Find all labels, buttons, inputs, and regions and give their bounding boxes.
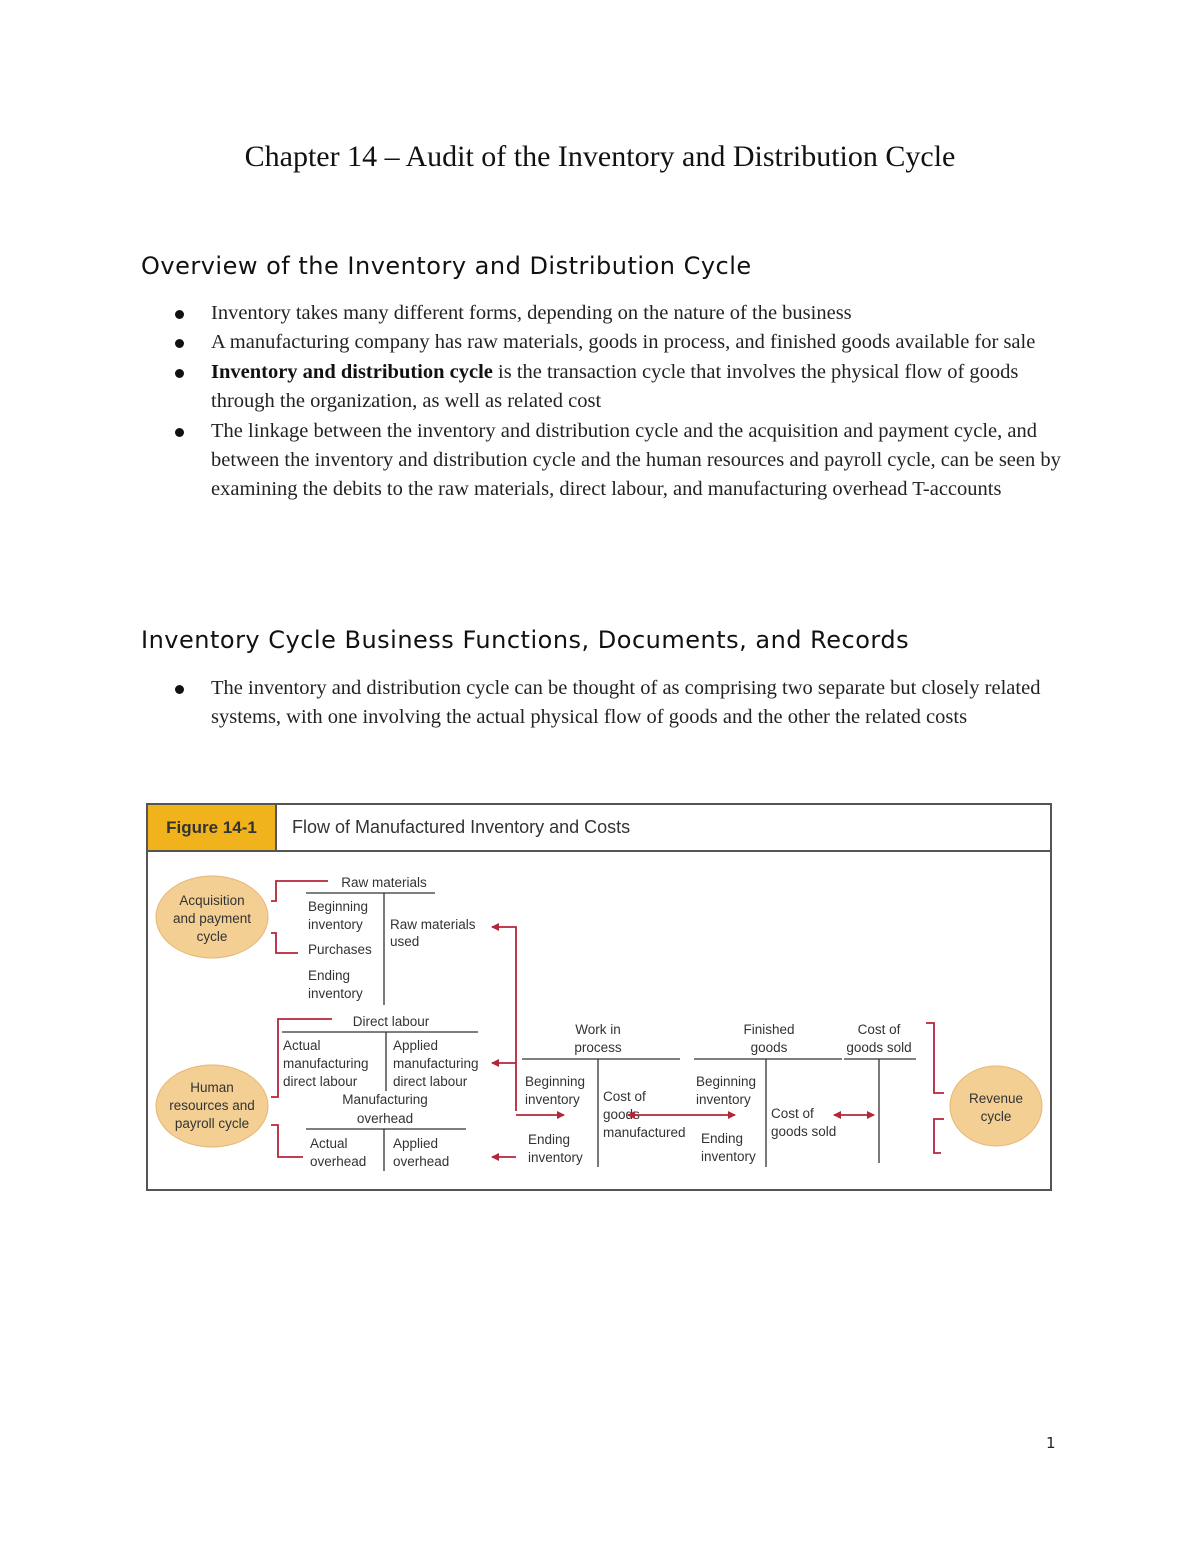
node-label-line: Acquisition [179,893,245,908]
cost-of-goods-sold-t-account [844,1022,916,1163]
direct-labour-t-account [282,1014,479,1091]
t-account-title: goods sold [846,1040,912,1055]
debit-entry: manufacturing [283,1056,369,1071]
debit-entry: inventory [528,1150,583,1165]
credit-entry: Cost of [603,1089,646,1104]
credit-entry: goods [603,1107,640,1122]
list-item [170,417,1070,505]
credit-entry: goods sold [771,1124,837,1139]
debit-entry: inventory [308,986,363,1001]
debit-entry: inventory [308,917,363,932]
credit-entry: manufacturing [393,1056,479,1071]
t-account-title: Manufacturing [342,1092,428,1107]
bullet-text: A manufacturing company has raw materials, goods in process, and finished goods available for sale [211,331,1036,354]
credit-entry: overhead [393,1154,450,1169]
debit-entry: Beginning [308,899,369,914]
t-account-title: Finished [743,1022,795,1037]
debit-entry: overhead [310,1154,367,1169]
debit-entry: direct labour [283,1074,358,1089]
bullet-term: Inventory and distribution cycle [211,360,493,383]
t-account-title: Raw materials [341,875,427,890]
bullet-text: Inventory takes many different forms, depending on the nature of the business [211,302,852,324]
list-item [170,328,1070,357]
node-label-line: Human [190,1080,234,1095]
t-account-title: process [574,1040,622,1055]
list-item [170,299,1070,328]
human-resources-payroll-cycle-node [156,1065,268,1147]
bullet-text: is the transaction cycle that involves the physical flow of goods through the organization, as well as related cost [211,360,1019,413]
node-label-line: and payment [172,911,252,926]
t-account-title: Direct labour [352,1014,430,1029]
credit-entry: manufactured [603,1125,686,1140]
debit-entry: Ending [308,968,351,983]
manufacturing-overhead-t-account [306,1092,466,1171]
credit-entry: direct labour [393,1074,468,1089]
node-label-line: resources and [169,1098,255,1113]
overview-bullet-list [170,299,1070,505]
figure-14-1 [146,803,1052,1191]
debit-entry: Actual [283,1038,321,1053]
credit-entry: used [390,934,420,949]
bullet-text: The inventory and distribution cycle can be thought of as comprising two separate but closely related systems, with one involving the actual physical flow of goods and the other the related costs [211,677,1041,729]
section-heading-overview: Overview of the Inventory and Distribution Cycle [141,252,752,280]
node-label-line: cycle [980,1109,1012,1124]
bullet-text: The linkage between the inventory and distribution cycle and the acquisition and payment cycle, and between the inventory and distribution cycle and the human resources and payroll cycle, can be seen by examining the debits to the raw materials, direct labour, and manufacturing overhead T-accounts [211,419,1061,501]
credit-entry: Applied [393,1136,439,1151]
business-functions-bullet-list [170,674,1070,733]
node-label-line: Revenue [968,1091,1024,1106]
debit-entry: Actual [310,1136,348,1151]
work-in-process-t-account [522,1022,686,1167]
debit-entry: Ending [701,1131,744,1146]
inventory-flow-diagram [148,805,1050,1189]
debit-entry: Beginning [696,1074,757,1089]
t-account-title: Cost of [857,1022,901,1037]
debit-entry: Ending [528,1132,571,1147]
list-item [170,358,1070,417]
debit-entry: inventory [696,1092,751,1107]
flow-arrows [492,927,874,1157]
node-label-line: payroll cycle [174,1116,250,1131]
revenue-cycle-node [950,1066,1042,1146]
t-account-title: goods [750,1040,788,1055]
debit-entry: inventory [525,1092,580,1107]
node-label-line: cycle [196,929,228,944]
page-number: 1 [1046,1434,1056,1452]
finished-goods-t-account [694,1022,842,1167]
t-account-title: overhead [356,1111,414,1126]
credit-entry: Cost of [771,1106,814,1121]
credit-entry: Applied [393,1038,439,1053]
figure-label: Figure 14-1 [148,805,277,850]
section-heading-business-functions: Inventory Cycle Business Functions, Documents, and Records [141,626,910,654]
acquisition-payment-cycle-node [156,876,268,958]
credit-entry: Raw materials [390,917,476,932]
figure-caption: Flow of Manufactured Inventory and Costs [292,817,631,837]
t-account-title: Work in [575,1022,621,1037]
debit-entry: Beginning [525,1074,586,1089]
debit-entry: inventory [701,1149,756,1164]
page-title: Chapter 14 – Audit of the Inventory and Distribution Cycle [244,140,956,173]
list-item [170,674,1070,733]
raw-materials-t-account [306,875,476,1005]
debit-entry: Purchases [308,942,372,957]
